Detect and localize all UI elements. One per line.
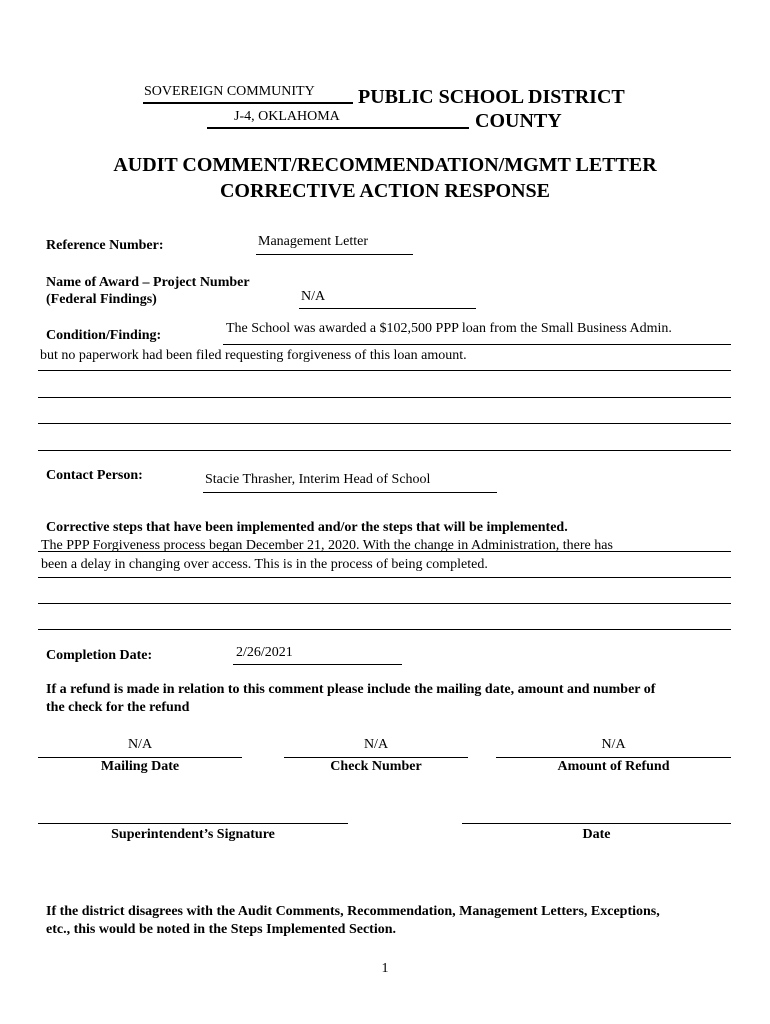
county-line [207, 127, 469, 129]
refund-amount-value: N/A [601, 737, 626, 752]
refund-instruction-cont: the check for the refund [46, 700, 190, 715]
contact-person-value: Stacie Thrasher, Interim Head of School [205, 472, 431, 487]
refund-amount-label: Amount of Refund [557, 759, 670, 774]
corrective-line1-text: The PPP Forgiveness process began December 21, 2020. With the change in Administration, there has [41, 538, 613, 553]
completion-date-label: Completion Date: [46, 648, 153, 663]
page-number: 1 [381, 961, 389, 976]
award-label: Name of Award – Project Number [46, 275, 250, 290]
page-title: AUDIT COMMENT/RECOMMENDATION/MGMT LETTER [113, 154, 657, 176]
community-name-fill: SOVEREIGN COMMUNITY [144, 84, 315, 99]
check-number-label: Check Number [330, 759, 422, 774]
award-label-sub: (Federal Findings) [46, 292, 157, 307]
corrective-line2-text: been a delay in changing over access. This is in the process of being completed. [41, 557, 488, 572]
disagreement-note-cont: etc., this would be noted in the Steps Implemented Section. [46, 922, 397, 937]
superintendent-signature-line [38, 823, 348, 824]
community-name-line [143, 102, 353, 104]
contact-person-label: Contact Person: [46, 468, 143, 483]
contact-person-line [203, 492, 497, 493]
corrective-line4 [38, 629, 731, 630]
check-number-line [284, 757, 468, 758]
completion-date-value: 2/26/2021 [236, 645, 293, 660]
reference-number-value: Management Letter [258, 234, 369, 249]
award-value: N/A [301, 289, 326, 304]
corrective-line2 [38, 577, 731, 578]
signature-date-line [462, 823, 731, 824]
condition-line1-text: The School was awarded a $102,500 PPP loan from the Small Business Admin. [226, 321, 672, 336]
condition-line4 [38, 423, 731, 424]
condition-line2-text: but no paperwork had been filed requesting forgiveness of this loan amount. [40, 348, 467, 363]
refund-amount-line [496, 757, 731, 758]
signature-date-label: Date [582, 827, 611, 842]
corrective-line1 [38, 551, 731, 552]
condition-line2 [38, 370, 731, 371]
page-subtitle: CORRECTIVE ACTION RESPONSE [219, 180, 551, 202]
corrective-line3 [38, 603, 731, 604]
check-number-value: N/A [363, 737, 389, 752]
mailing-date-line [38, 757, 242, 758]
reference-number-line [256, 254, 413, 255]
condition-label: Condition/Finding: [46, 328, 162, 343]
superintendent-signature-label: Superintendent’s Signature [111, 827, 275, 842]
corrective-steps-label: Corrective steps that have been implemented and/or the steps that will be implemented. [46, 520, 568, 535]
disagreement-note: If the district disagrees with the Audit Comments, Recommendation, Management Letters, Exceptions, [46, 904, 660, 919]
county-fill: J-4, OKLAHOMA [234, 109, 340, 124]
award-line [299, 308, 476, 309]
refund-instruction: If a refund is made in relation to this comment please include the mailing date, amount and number of [46, 682, 656, 697]
completion-date-line [233, 664, 402, 665]
reference-number-label: Reference Number: [46, 238, 164, 253]
district-title: PUBLIC SCHOOL DISTRICT [358, 86, 625, 108]
county-title: COUNTY [475, 110, 562, 132]
mailing-date-value: N/A [127, 737, 153, 752]
mailing-date-label: Mailing Date [100, 759, 180, 774]
condition-line3 [38, 397, 731, 398]
condition-line5 [38, 450, 731, 451]
condition-line1 [223, 344, 731, 345]
